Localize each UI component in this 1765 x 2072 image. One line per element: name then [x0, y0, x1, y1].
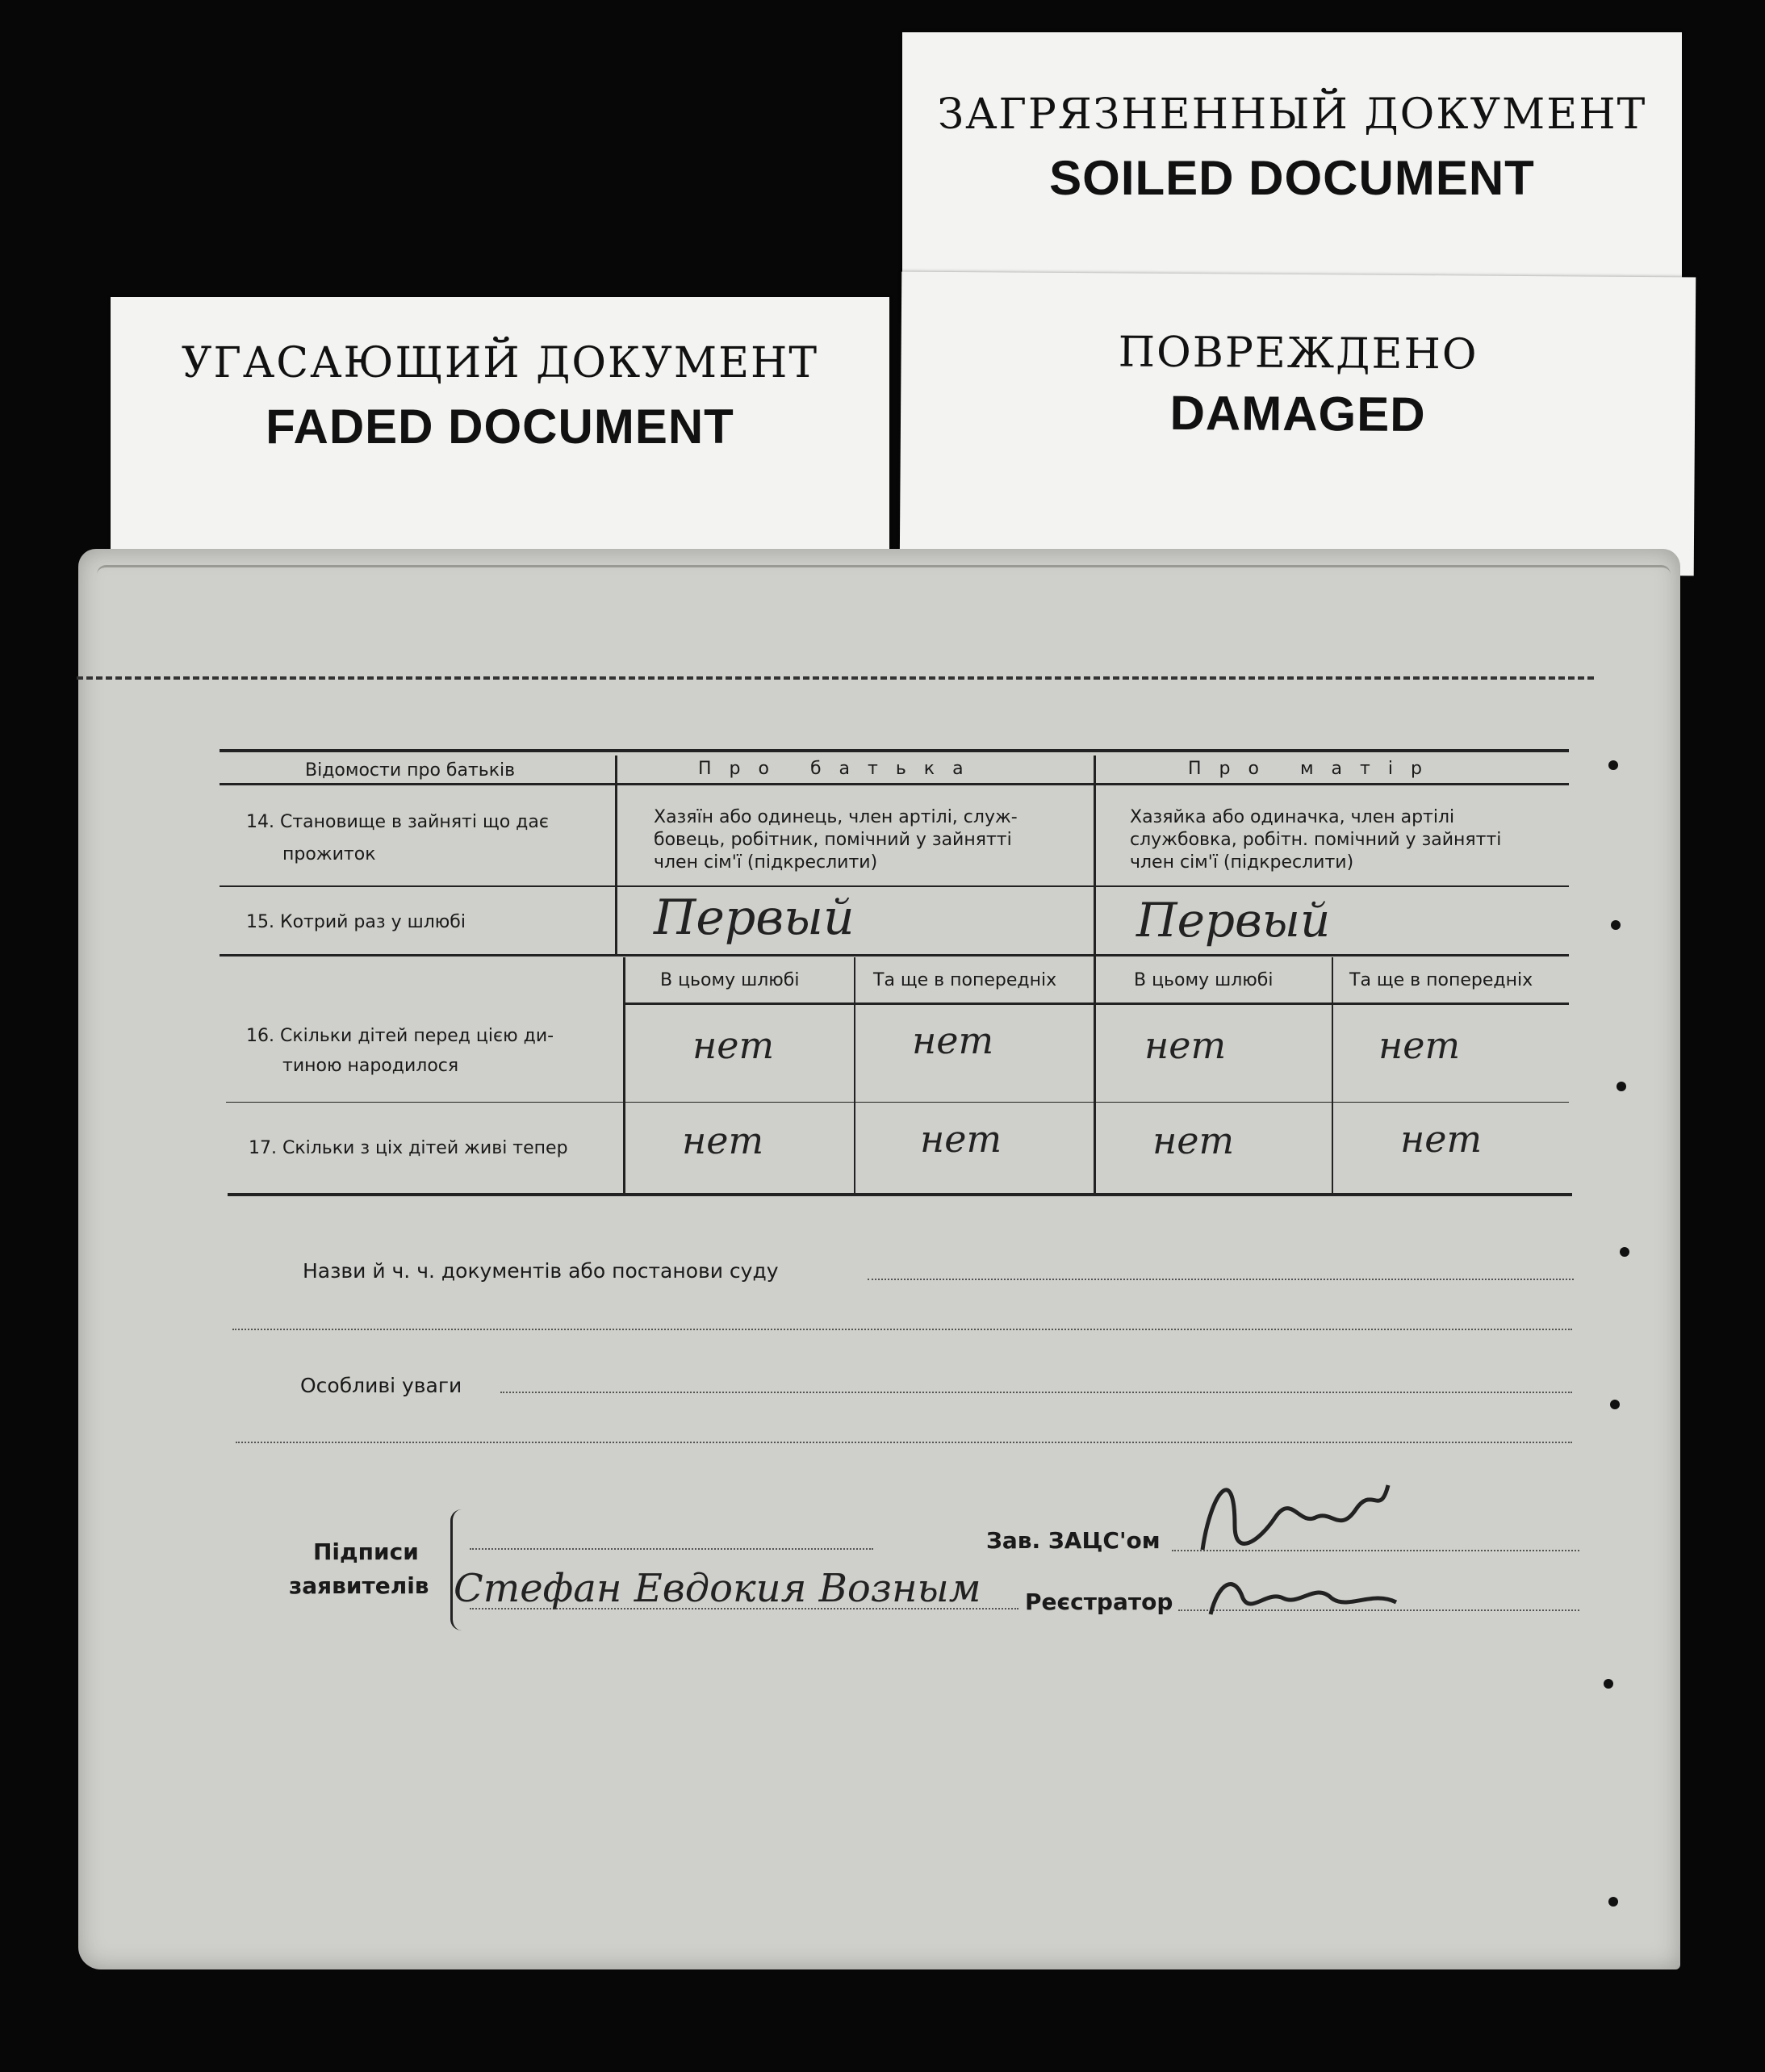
- row17-value-4: нет: [1400, 1117, 1483, 1161]
- row14-rule: [220, 885, 1569, 887]
- head-registrar-signature-marks: [1186, 1429, 1428, 1639]
- punch-mark: [1611, 920, 1621, 930]
- row16-rule: [226, 1102, 1569, 1103]
- row14-father-line1: Хазяїн або одинець, член артілі, служ-: [654, 807, 1018, 827]
- soiled-card-ru: ЗАГРЯЗНЕННЫЙ ДОКУМЕНТ: [937, 90, 1647, 139]
- documents-label: Назви й ч. ч. документів або постанови суду: [303, 1259, 779, 1283]
- damaged-card-en: DAMAGED: [1169, 385, 1426, 442]
- signatures-label-line2: заявителів: [289, 1572, 429, 1599]
- row17-value-1: нет: [682, 1119, 764, 1162]
- documents-line-2: [232, 1329, 1572, 1330]
- damaged-card-ru: ПОВРЕЖДЕНО: [1118, 328, 1479, 379]
- row15-label: 15. Котрий раз у шлюбі: [246, 912, 466, 932]
- row16-value-2: нет: [912, 1019, 994, 1062]
- subheader-mother-previous: Та ще в попередніх: [1349, 970, 1533, 990]
- table-top-rule: [220, 749, 1569, 752]
- row14-father-line3: член сім'ї (підкреслити): [654, 852, 878, 873]
- damaged-document-card: [900, 272, 1696, 576]
- row14-father-line2: бовець, робітник, помічний у зайнятті: [654, 830, 1012, 850]
- subheader-rule: [623, 1003, 1569, 1005]
- col-divider-mother-sub: [1332, 957, 1333, 1193]
- row17-value-2: нет: [920, 1117, 1002, 1161]
- faded-card-en: FADED DOCUMENT: [266, 400, 734, 454]
- row16-value-1: нет: [692, 1023, 775, 1067]
- notes-label: Особливі уваги: [300, 1374, 462, 1397]
- row14-mother-line1: Хазяйка або одиначка, член артілі: [1130, 807, 1455, 827]
- punch-mark: [1604, 1679, 1613, 1689]
- documents-line-1: [868, 1279, 1574, 1280]
- header-father: Про батька: [698, 759, 981, 779]
- row14-label-line1: 14. Становище в зайняті що дає: [246, 812, 549, 832]
- row15-rule: [220, 954, 1569, 956]
- applicant-signature: Стефан Евдокия Возным: [454, 1566, 981, 1611]
- subheader-father-this: В цьому шлюбі: [660, 970, 800, 990]
- col-divider-1b: [623, 957, 625, 1193]
- applicant-line-1: [470, 1548, 873, 1550]
- punch-mark: [1610, 1400, 1620, 1409]
- faded-document-card: [111, 297, 889, 563]
- punch-mark: [1617, 1082, 1626, 1091]
- col-divider-1: [615, 756, 617, 954]
- punch-mark: [1608, 760, 1618, 770]
- row16-value-4: нет: [1378, 1023, 1461, 1067]
- row14-mother-line3: член сім'ї (підкреслити): [1130, 852, 1354, 873]
- soiled-card-en: SOILED DOCUMENT: [1049, 151, 1535, 205]
- header-mother: Про матір: [1188, 759, 1440, 779]
- table-bottom-rule: [228, 1193, 1572, 1196]
- registrar-label: Реєстратор: [1025, 1589, 1173, 1615]
- row14-label-line2: прожиток: [282, 844, 376, 864]
- head-label: Зав. ЗАЦС'ом: [986, 1527, 1161, 1554]
- col-divider-father-sub: [854, 957, 855, 1193]
- faded-card-ru: УГАСАЮЩИЙ ДОКУМЕНТ: [181, 339, 819, 387]
- punch-mark: [1620, 1247, 1629, 1257]
- row14-mother-line2: службовка, робітн. помічний у зайнятті: [1130, 830, 1502, 850]
- punch-mark: [1608, 1897, 1618, 1907]
- row15-mother-value: Первый: [1136, 893, 1331, 948]
- row17-value-3: нет: [1152, 1119, 1235, 1162]
- row17-label: 17. Скільки з ціх дітей живі тепер: [249, 1138, 568, 1158]
- signatures-label-line1: Підписи: [313, 1538, 419, 1565]
- subheader-father-previous: Та ще в попередніх: [873, 970, 1057, 990]
- perforation-line: [77, 676, 1594, 680]
- row15-father-value: Первый: [654, 889, 855, 946]
- col-divider-2: [1094, 756, 1096, 1193]
- header-label: Відомости про батьків: [305, 760, 516, 781]
- row16-label-line1: 16. Скільки дітей перед цією ди-: [246, 1026, 554, 1046]
- notes-line-1: [500, 1392, 1572, 1393]
- row16-label-line2: тиною народилося: [282, 1056, 459, 1076]
- subheader-mother-this: В цьому шлюбі: [1134, 970, 1274, 990]
- sheet-edge: [97, 565, 1671, 584]
- row16-value-3: нет: [1144, 1023, 1227, 1067]
